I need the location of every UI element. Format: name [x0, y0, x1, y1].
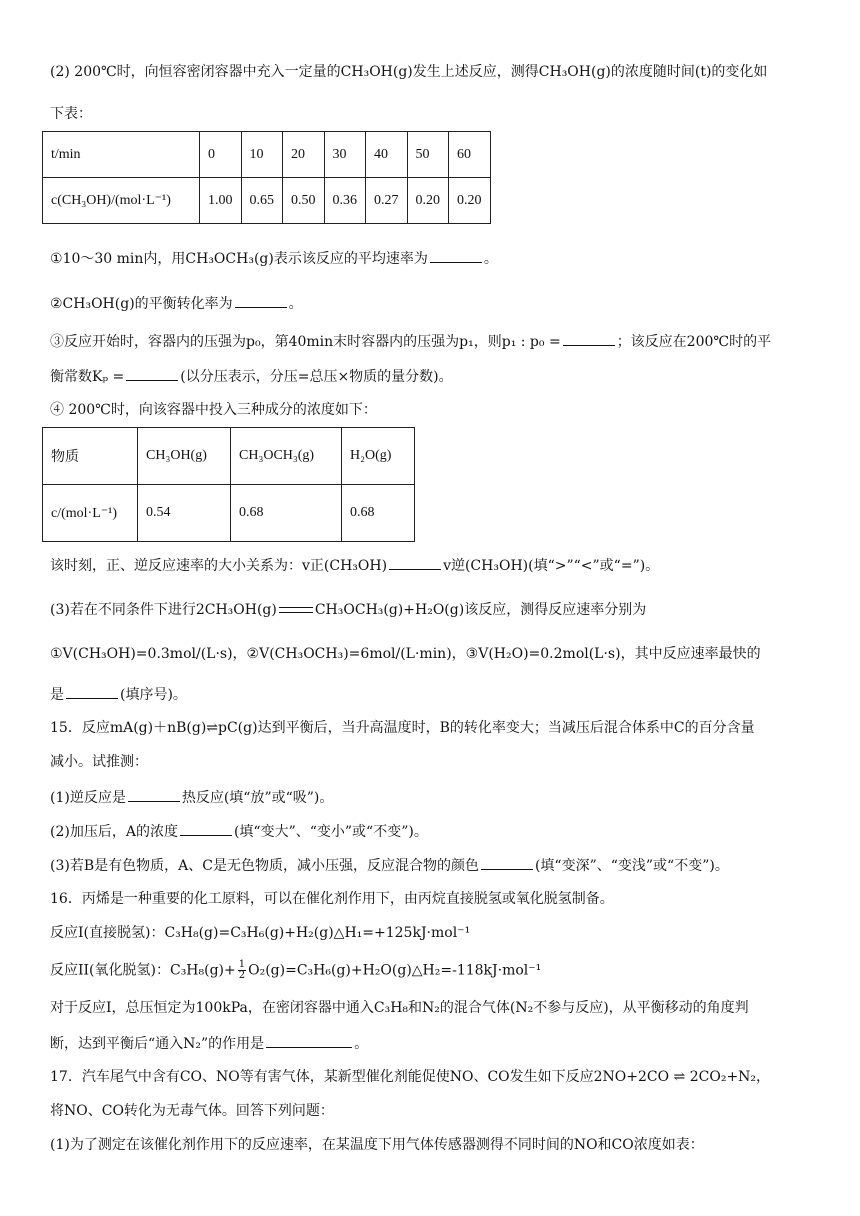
question-15a-end: 热反应(填“放”或“吸”)。 [181, 790, 334, 806]
question-3-line1 [50, 331, 771, 352]
question-16-end: 。 [354, 1036, 369, 1052]
table-row [43, 428, 415, 485]
reaction-2-text-2: O₂(g)=C₃H₆(g)+H₂O(g)△H₂=-118kJ·mol⁻¹ [248, 962, 542, 979]
question-4b [50, 555, 659, 576]
answer-blank[interactable] [128, 787, 180, 802]
question-15c-end: (填“变深”、“变浅”或“不变”)。 [534, 858, 729, 874]
question-16-line4: 对于反应I，总压恒定为100kPa，在密闭容器中通入C₃H₈和N₂的混合气体(N₂不参与反应)，从平衡移动的角度判 [50, 1000, 749, 1016]
answer-blank[interactable] [266, 1033, 352, 1048]
fraction-denominator: 2 [238, 970, 246, 981]
answer-blank[interactable] [235, 293, 287, 308]
composition-table [42, 427, 415, 542]
question-1-text: ①10～30 min内，用CH₃OCH₃(g)表示该反应的平均速率为 [50, 251, 428, 267]
question-4b-mid: v逆(CH₃OH) [443, 558, 529, 574]
table-cell: 60 [449, 132, 491, 178]
question-4b-end: (填“>”“<”或“=”)。 [528, 558, 660, 574]
table-cell: 50 [407, 132, 449, 178]
table-cell: 0.20 [449, 178, 491, 224]
answer-blank[interactable] [430, 248, 482, 263]
part3-line2: ①V(CH₃OH)=0.3mol/(L·s)，②V(CH₃OCH₃)=6mol/(L·min)，③V(H₂O)=0.2mol(L·s)，其中反应速率最快的 [50, 646, 761, 662]
part3-text-3: 是 [50, 687, 64, 703]
question-15c-text: (3)若B是有色物质，A、C是无色物质，减小压强，反应混合物的颜色 [50, 858, 479, 874]
concentration-table [42, 131, 491, 224]
table-cell: 0.65 [241, 178, 283, 224]
table-cell: H₂O(g) [342, 428, 415, 485]
answer-blank[interactable] [563, 331, 615, 346]
question-16-text: 断，达到平衡后“通入N₂”的作用是 [50, 1036, 265, 1052]
reaction-1: 反应I(直接脱氢)：C₃H₈(g)=C₃H₆(g)+H₂(g)△H₁=+125kJ·mol⁻¹ [50, 925, 471, 941]
part3-line1 [50, 600, 646, 620]
equilibrium-arrow-icon [279, 607, 313, 613]
answer-blank[interactable] [126, 366, 178, 381]
table-row [43, 178, 491, 224]
question-3-line2 [50, 366, 453, 387]
question-17-line2: 将NO、CO转化为无毒气体。回答下列问题： [50, 1103, 334, 1119]
answer-blank[interactable] [481, 855, 533, 870]
question-17-line3: (1)为了测定在该催化剂作用下的反应速率，在某温度下用气体传感器测得不同时间的NO和CO浓度如表： [50, 1137, 704, 1153]
answer-blank[interactable] [66, 684, 118, 699]
question-15a-text: (1)逆反应是 [50, 790, 126, 806]
fraction-numerator: 1 [238, 959, 246, 970]
question-1-end: 。 [483, 251, 498, 267]
question-15-line1: 15．反应mA(g)＋nB(g)⇌pC(g)达到平衡后，当升高温度时，B的转化率变大；当减压后混合体系中C的百分含量 [50, 720, 755, 736]
table-cell: CH₃OCH₃(g) [231, 428, 342, 485]
part3-line3 [50, 684, 187, 705]
question-15b-text: (2)加压后，A的浓度 [50, 824, 178, 840]
question-3-text: ③反应开始时，容器内的压强为p₀，第40min末时容器内的压强为p₁，则p₁ : p₀ = [50, 334, 561, 350]
table-cell: 30 [324, 132, 366, 178]
table-row [43, 485, 415, 542]
table-cell: t/min [43, 132, 200, 178]
table-cell: 0.68 [231, 485, 342, 542]
p2-line2: 下表： [50, 106, 92, 122]
table-cell: 0.50 [283, 178, 325, 224]
question-2 [50, 293, 303, 314]
question-1 [50, 248, 498, 269]
question-2-end: 。 [288, 296, 303, 312]
p2-line1: (2) 200℃时，向恒容密闭容器中充入一定量的CH₃OH(g)发生上述反应，测得CH₃OH(g)的浓度随时间(t)的变化如 [50, 64, 768, 80]
table-cell: 1.00 [200, 178, 242, 224]
answer-blank[interactable] [180, 821, 232, 836]
question-4b-text: 该时刻，正、逆反应速率的大小关系为：v正(CH₃OH) [50, 558, 388, 574]
answer-blank[interactable] [389, 555, 441, 570]
part3-text-4: (填序号)。 [120, 687, 187, 703]
question-15c [50, 855, 729, 876]
table-cell: 0.27 [366, 178, 408, 224]
question-17-line1: 17．汽车尾气中含有CO、NO等有害气体，某新型催化剂能促使NO、CO发生如下反应2NO+2CO ⇌ 2CO₂+N₂， [50, 1069, 771, 1085]
fraction-half [238, 960, 246, 981]
question-15b-end: (填“变大”、“变小”或“不变”)。 [233, 824, 428, 840]
part3-text: (3)若在不同条件下进行2CH₃OH(g) [50, 602, 277, 618]
table-cell: 物质 [43, 428, 138, 485]
question-16-line5 [50, 1033, 368, 1054]
table-cell: 0.68 [342, 485, 415, 542]
question-15b [50, 821, 428, 842]
table-cell: 0 [200, 132, 242, 178]
table-cell: c/(mol·L⁻¹) [43, 485, 138, 542]
part3-text-2: CH₃OCH₃(g)+H₂O(g)该反应，测得反应速率分别为 [314, 602, 647, 618]
table-cell: 40 [366, 132, 408, 178]
question-2-text: ②CH₃OH(g)的平衡转化率为 [50, 296, 233, 312]
question-3-text-3: 衡常数Kₚ = [50, 369, 125, 385]
question-3-text-2: ；该反应在200℃时的平 [616, 334, 772, 350]
table-cell: c(CH₃OH)/(mol·L⁻¹) [43, 178, 200, 224]
table-cell: 20 [283, 132, 325, 178]
question-16-line1: 16．丙烯是一种重要的化工原料，可以在催化剂作用下，由丙烷直接脱氢或氧化脱氢制备。 [50, 891, 614, 907]
reaction-2-text: 反应II(氧化脱氢)：C₃H₈(g)+ [50, 962, 236, 979]
reaction-2 [50, 960, 541, 981]
table-cell: 0.20 [407, 178, 449, 224]
table-cell: CH₃OH(g) [138, 428, 231, 485]
table-cell: 0.54 [138, 485, 231, 542]
question-15-line2: 减小。试推测： [50, 754, 148, 770]
question-15a [50, 787, 333, 808]
question-3-text-4: (以分压表示，分压=总压×物质的量分数)。 [180, 369, 453, 385]
table-row [43, 132, 491, 178]
table-cell: 0.36 [324, 178, 366, 224]
question-4: ④ 200℃时，向该容器中投入三种成分的浓度如下： [50, 402, 377, 418]
table-cell: 10 [241, 132, 283, 178]
